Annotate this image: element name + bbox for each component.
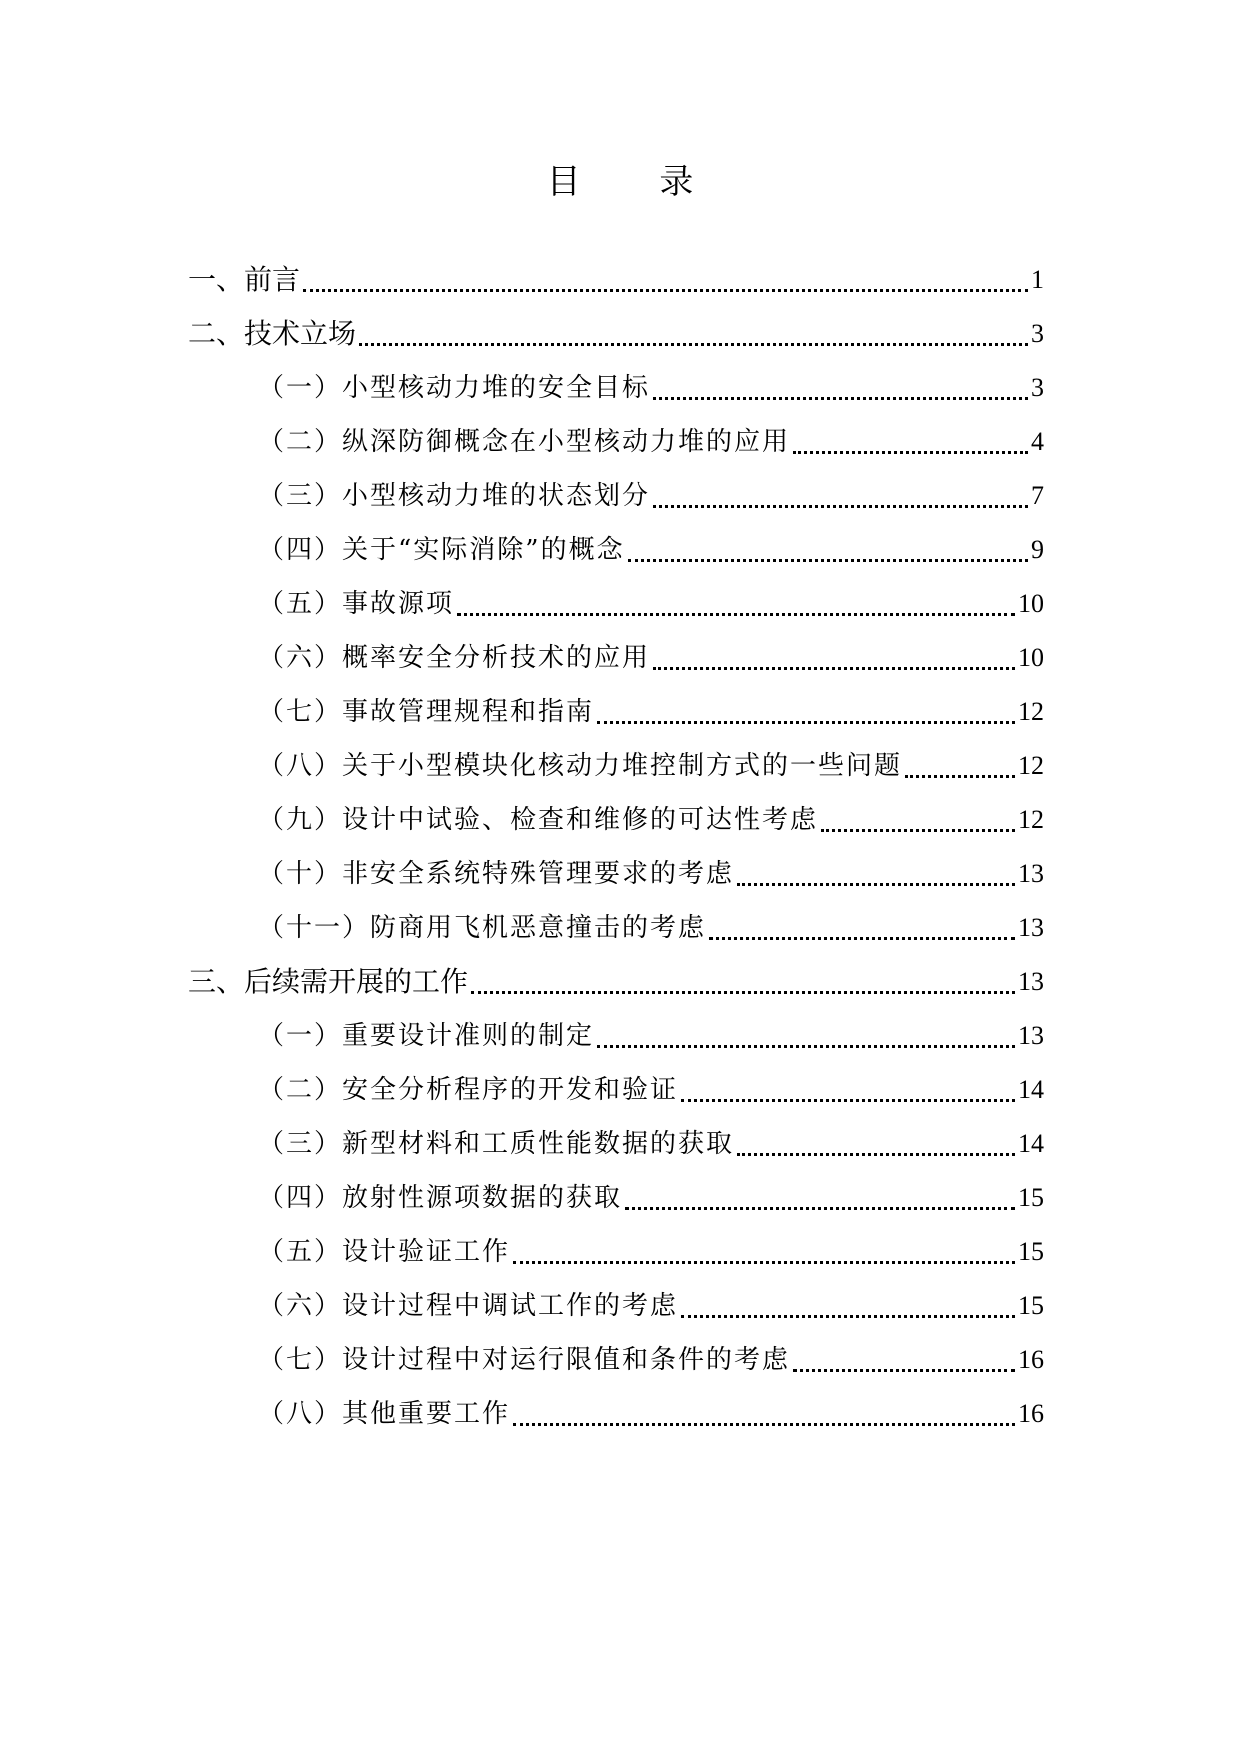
- toc-dot-leader: [737, 883, 1015, 886]
- toc-page-number: 14: [1018, 1129, 1044, 1158]
- toc-dot-leader: [628, 559, 1028, 562]
- toc-entry-label: （四）放射性源项数据的获取: [258, 1183, 623, 1213]
- toc-page-number: 3: [1031, 319, 1044, 348]
- toc-entry-label: （一）重要设计准则的制定: [258, 1021, 595, 1051]
- toc-dot-leader: [905, 775, 1015, 778]
- toc-dot-leader: [653, 505, 1028, 508]
- toc-entry-label: 三、后续需开展的工作: [188, 965, 469, 998]
- toc-page-number: 7: [1031, 481, 1044, 510]
- toc-page-number: 10: [1018, 643, 1044, 672]
- toc-dot-leader: [653, 397, 1028, 400]
- toc-page-number: 14: [1018, 1075, 1044, 1104]
- toc-subsection-entry[interactable]: [0, 1006, 1240, 1060]
- toc-page-number: 12: [1018, 697, 1044, 726]
- toc-dot-leader: [737, 1153, 1015, 1156]
- toc-page-number: 13: [1018, 1021, 1044, 1050]
- toc-entry-label: （八）关于小型模块化核动力堆控制方式的一些问题: [258, 751, 903, 781]
- toc-dot-leader: [793, 451, 1028, 454]
- toc-section-entry[interactable]: [0, 952, 1240, 1006]
- toc-subsection-entry[interactable]: [0, 736, 1240, 790]
- toc-dot-leader: [793, 1369, 1015, 1372]
- toc-entry-label: （二）安全分析程序的开发和验证: [258, 1075, 679, 1105]
- toc-entry-label: （五）设计验证工作: [258, 1237, 511, 1267]
- toc-page-number: 15: [1018, 1237, 1044, 1266]
- toc-entry-label: （一）小型核动力堆的安全目标: [258, 373, 651, 403]
- toc-subsection-entry[interactable]: [0, 1384, 1240, 1438]
- toc-subsection-entry[interactable]: [0, 1168, 1240, 1222]
- toc-entry-label: （七）设计过程中对运行限值和条件的考虑: [258, 1345, 791, 1375]
- toc-dot-leader: [709, 937, 1015, 940]
- toc-dot-leader: [821, 829, 1015, 832]
- toc-page-number: 13: [1018, 967, 1044, 996]
- toc-entry-label: （二）纵深防御概念在小型核动力堆的应用: [258, 427, 791, 457]
- toc-subsection-entry[interactable]: [0, 1276, 1240, 1330]
- toc-dot-leader: [597, 1045, 1015, 1048]
- toc-entry-label: （六）概率安全分析技术的应用: [258, 643, 651, 673]
- toc-subsection-entry[interactable]: [0, 1114, 1240, 1168]
- toc-subsection-entry[interactable]: [0, 1330, 1240, 1384]
- toc-entry-label: （四）关于“实际消除”的概念: [258, 535, 625, 565]
- toc-entry-label: （三）新型材料和工质性能数据的获取: [258, 1129, 735, 1159]
- toc-subsection-entry[interactable]: [0, 574, 1240, 628]
- toc-dot-leader: [359, 343, 1028, 346]
- toc-dot-leader: [653, 667, 1015, 670]
- toc-page-number: 4: [1031, 427, 1044, 456]
- toc-dot-leader: [597, 721, 1015, 724]
- toc-page-number: 13: [1018, 913, 1044, 942]
- toc-entry-label: （八）其他重要工作: [258, 1399, 511, 1429]
- toc-dot-leader: [513, 1261, 1015, 1264]
- toc-dot-leader: [471, 991, 1015, 994]
- toc-dot-leader: [457, 613, 1015, 616]
- toc-entry-label: （三）小型核动力堆的状态划分: [258, 481, 651, 511]
- toc-entry-label: （六）设计过程中调试工作的考虑: [258, 1291, 679, 1321]
- toc-entry-label: （十一）防商用飞机恶意撞击的考虑: [258, 913, 707, 943]
- toc-subsection-entry[interactable]: [0, 682, 1240, 736]
- toc-section-entry[interactable]: [0, 250, 1240, 304]
- toc-subsection-entry[interactable]: [0, 520, 1240, 574]
- toc-dot-leader: [303, 289, 1028, 292]
- toc-subsection-entry[interactable]: [0, 844, 1240, 898]
- toc-dot-leader: [513, 1423, 1015, 1426]
- toc-subsection-entry[interactable]: [0, 1060, 1240, 1114]
- toc-list: [0, 250, 1240, 1438]
- toc-entry-label: （七）事故管理规程和指南: [258, 697, 595, 727]
- toc-entry-label: （九）设计中试验、检查和维修的可达性考虑: [258, 805, 819, 835]
- toc-page-number: 16: [1018, 1399, 1044, 1428]
- toc-page-number: 10: [1018, 589, 1044, 618]
- toc-page-number: 15: [1018, 1183, 1044, 1212]
- toc-page-number: 1: [1031, 265, 1044, 294]
- toc-page-number: 16: [1018, 1345, 1044, 1374]
- toc-entry-label: （五）事故源项: [258, 589, 455, 619]
- toc-dot-leader: [625, 1207, 1015, 1210]
- toc-title: 目 录: [546, 162, 728, 202]
- toc-section-entry[interactable]: [0, 304, 1240, 358]
- toc-entry-label: 一、前言: [188, 263, 301, 296]
- toc-page-number: 9: [1031, 535, 1044, 564]
- toc-page-number: 15: [1018, 1291, 1044, 1320]
- toc-dot-leader: [681, 1099, 1015, 1102]
- toc-subsection-entry[interactable]: [0, 466, 1240, 520]
- toc-subsection-entry[interactable]: [0, 628, 1240, 682]
- toc-dot-leader: [681, 1315, 1015, 1318]
- toc-page-number: 12: [1018, 805, 1044, 834]
- toc-page-number: 13: [1018, 859, 1044, 888]
- toc-page-number: 12: [1018, 751, 1044, 780]
- toc-subsection-entry[interactable]: [0, 790, 1240, 844]
- toc-page-number: 3: [1031, 373, 1044, 402]
- toc-subsection-entry[interactable]: [0, 412, 1240, 466]
- toc-subsection-entry[interactable]: [0, 358, 1240, 412]
- toc-subsection-entry[interactable]: [0, 1222, 1240, 1276]
- toc-subsection-entry[interactable]: [0, 898, 1240, 952]
- toc-entry-label: 二、技术立场: [188, 317, 357, 350]
- toc-entry-label: （十）非安全系统特殊管理要求的考虑: [258, 859, 735, 889]
